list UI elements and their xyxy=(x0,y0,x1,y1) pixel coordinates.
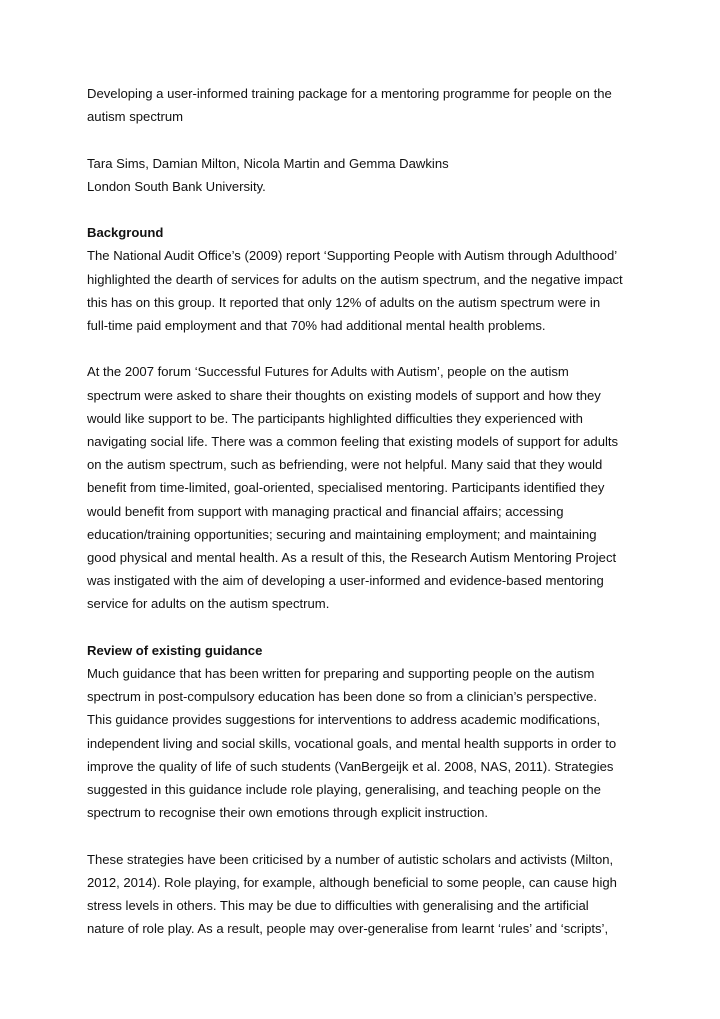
spacer xyxy=(87,337,636,360)
paragraph-line: At the 2007 forum ‘Successful Futures for Adults with Autism’, people on the autism xyxy=(87,364,569,380)
paragraph-line: 2012, 2014). Role playing, for example, although beneficial to some people, can cause high xyxy=(87,874,617,890)
paragraph-line: would like support to be. The participants highlighted difficulties they experienced with xyxy=(87,410,583,426)
paragraph-line: Much guidance that has been written for preparing and supporting people on the autism xyxy=(87,666,595,682)
paragraph-line: would benefit from support with managing practical and financial affairs; accessing xyxy=(87,503,564,519)
title-line: Developing a user-informed training package for a mentoring programme for people on the xyxy=(87,86,612,101)
spacer xyxy=(87,198,636,221)
paragraph-line: suggested in this guidance include role playing, generalising, and teaching people on the xyxy=(87,782,601,798)
paragraph-line: this has on this group. It reported that only 12% of adults on the autism spectrum were in xyxy=(87,294,601,310)
paragraph-line: full-time paid employment and that 70% had additional mental health problems. xyxy=(87,318,546,333)
paragraph-line: on the autism spectrum, such as befriending, were not helpful. Many said that they would xyxy=(87,457,603,473)
paragraph-line: good physical and mental health. As a result of this, the Research Autism Mentoring Project xyxy=(87,550,617,566)
paragraph-line: navigating social life. There was a common feeling that existing models of support for adults xyxy=(87,434,619,449)
paragraph-line: highlighted the dearth of services for adults on the autism spectrum, and the negative impact xyxy=(87,271,623,287)
section-heading: Background xyxy=(87,225,164,241)
paragraph-line: spectrum to recognise their own emotions through explicit instruction. xyxy=(87,805,489,821)
spacer xyxy=(87,128,636,151)
paragraph xyxy=(87,662,636,824)
affiliation: London South Bank University. xyxy=(87,178,266,194)
paragraph xyxy=(87,848,636,941)
paragraph-line: service for adults on the autism spectrum. xyxy=(87,596,330,612)
paragraph-line: education/training opportunities; securing and maintaining employment; and maintaining xyxy=(87,526,597,542)
paragraph-line: was instigated with the aim of developing a user-informed and evidence-based mentoring xyxy=(87,573,604,589)
section-review xyxy=(87,639,636,941)
title-line: autism spectrum xyxy=(87,109,184,125)
paragraph-line: benefit from time-limited, goal-oriented, specialised mentoring. Participants identified they xyxy=(87,480,605,496)
section-background xyxy=(87,221,636,615)
paragraph-line: nature of role play. As a result, people may over-generalise from learnt ‘rules’ and ‘scripts’, xyxy=(87,921,609,937)
paragraph-line: independent living and social skills, vocational goals, and mental health supports in order to xyxy=(87,735,617,751)
spacer xyxy=(87,616,636,639)
paragraph-line: improve the quality of life of such students (VanBergeijk et al. 2008, NAS, 2011). Strategies xyxy=(87,758,614,774)
spacer xyxy=(87,824,636,847)
paragraph-line: spectrum in post-compulsory education has been done so from a clinician’s perspective. xyxy=(87,689,597,705)
paragraph-line: These strategies have been criticised by a number of autistic scholars and activists (Milton, xyxy=(87,851,614,867)
paragraph xyxy=(87,244,636,337)
section-heading: Review of existing guidance xyxy=(87,642,263,658)
paragraph-line: spectrum were asked to share their thoughts on existing models of support and how they xyxy=(87,387,601,403)
paragraph-line: The National Audit Office’s (2009) report ‘Supporting People with Autism through Adulthood’ xyxy=(87,248,618,264)
paragraph-line: stress levels in others. This may be due to difficulties with generalising and the artificial xyxy=(87,898,589,914)
authors: Tara Sims, Damian Milton, Nicola Martin and Gemma Dawkins xyxy=(87,155,449,171)
document-title xyxy=(87,82,636,128)
paragraph xyxy=(87,360,636,615)
paragraph-line: This guidance provides suggestions for interventions to address academic modifications, xyxy=(87,712,601,728)
author-block xyxy=(87,152,636,198)
